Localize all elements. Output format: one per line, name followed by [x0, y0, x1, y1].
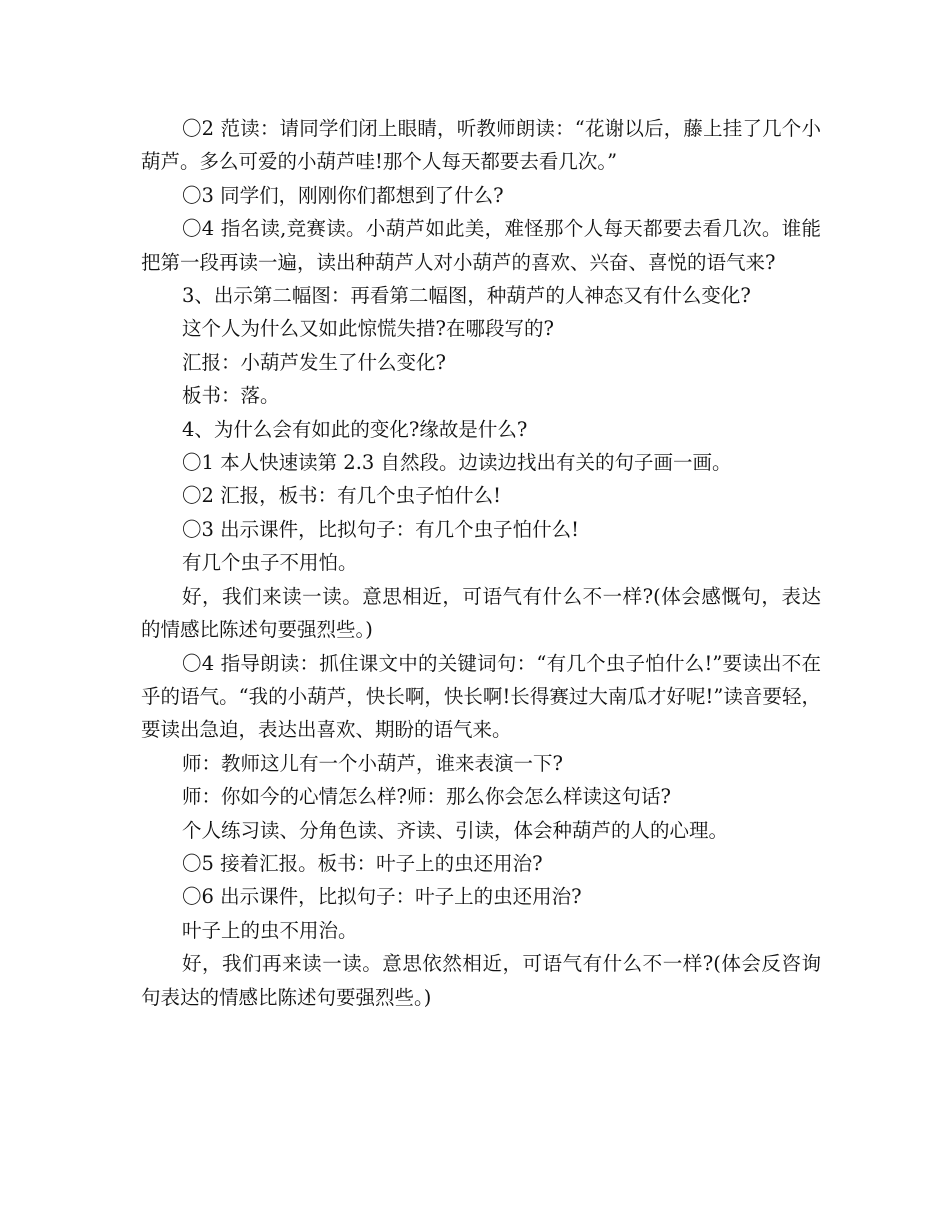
paragraph: 〇4 指名读,竞赛读。小葫芦如此美，难怪那个人每天都要去看几次。谁能把第一段再读一遍，读出种葫芦人对小葫芦的喜欢、兴奋、喜悦的语气来?: [141, 217, 821, 274]
paragraph: 〇2 汇报，板书：有几个虫子怕什么!: [182, 484, 501, 508]
paragraph: 4、为什么会有如此的变化?缘故是什么?: [182, 417, 528, 441]
paragraph: 〇5 接着汇报。板书：叶子上的虫还用治?: [182, 851, 543, 875]
paragraph: 好，我们再来读一读。意思依然相近，可语气有什么不一样?(体会反咨询句表达的情感比陈述句要强烈些。): [141, 952, 821, 1009]
paragraph: 好，我们来读一读。意思相近，可语气有什么不一样?(体会感慨句，表达的情感比陈述句要强烈些。): [141, 584, 821, 642]
paragraph: 〇4 指导朗读：抓住课文中的关键词句：“有几个虫子怕什么!”要读出不在乎的语气。“我的小葫芦，快长啊，快长啊!长得赛过大南瓜才好呢!”读音要轻，要读出急迫，表达出喜欢、期盼的语气来。: [141, 651, 821, 742]
paragraph: 〇1 本人快速读第 2.3 自然段。边读边找出有关的句子画一画。: [182, 451, 732, 475]
paragraph: 〇6 出示课件，比拟句子：叶子上的虫还用治?: [182, 885, 582, 909]
paragraph: 板书：落。: [182, 384, 280, 408]
paragraph: 〇3 出示课件，比拟句子：有几个虫子怕什么!: [182, 517, 579, 541]
document-body: [141, 112, 821, 1014]
paragraph: 〇3 同学们，刚刚你们都想到了什么?: [182, 183, 504, 207]
paragraph: 师：教师这儿有一个小葫芦，谁来表演一下?: [182, 751, 563, 775]
paragraph: 师：你如今的心情怎么样?师：那么你会怎么样读这句话?: [182, 785, 671, 809]
paragraph: 个人练习读、分角色读、齐读、引读，体会种葫芦的人的心理。: [182, 818, 729, 842]
paragraph: 〇2 范读：请同学们闭上眼睛，听教师朗读：“花谢以后，藤上挂了几个小葫芦。多么可爱的小葫芦哇!那个人每天都要去看几次。”: [141, 117, 821, 174]
paragraph: 这个人为什么又如此惊慌失措?在哪段写的?: [182, 317, 554, 341]
paragraph: 3、出示第二幅图：再看第二幅图，种葫芦的人神态又有什么变化?: [182, 284, 751, 308]
paragraph: 汇报：小葫芦发生了什么变化?: [182, 350, 446, 374]
paragraph: 有几个虫子不用怕。: [182, 551, 358, 575]
paragraph: 叶子上的虫不用治。: [182, 918, 358, 942]
